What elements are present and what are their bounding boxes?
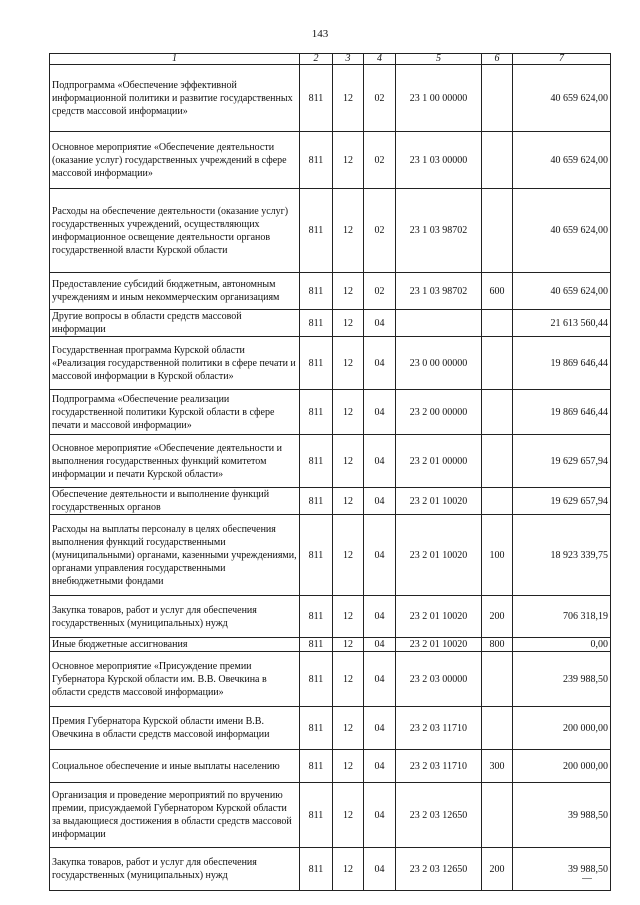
- row-subsection-code: 04: [364, 435, 396, 488]
- row-name: Предоставление субсидий бюджетным, автономным учреждениям и иным некоммерческим организациям: [50, 273, 300, 310]
- row-target-code: 23 2 01 10020: [396, 596, 482, 638]
- table-row: [50, 390, 611, 435]
- row-subsection-code: 04: [364, 783, 396, 848]
- table-row: [50, 707, 611, 750]
- row-subsection-code: 04: [364, 310, 396, 337]
- row-amount: 239 988,50: [513, 652, 611, 707]
- row-subsection-code: 04: [364, 750, 396, 783]
- row-amount: 200 000,00: [513, 707, 611, 750]
- row-name: Организация и проведение мероприятий по вручению премии, присуждаемой Губернатором Курской области за выдающиеся достижения в области средств массовой информации: [50, 783, 300, 848]
- row-amount: 200 000,00: [513, 750, 611, 783]
- col-header-3: 3: [333, 54, 364, 65]
- col-header-4: 4: [364, 54, 396, 65]
- row-amount: 706 318,19: [513, 596, 611, 638]
- row-target-code: 23 1 00 00000: [396, 65, 482, 132]
- row-amount: 21 613 560,44: [513, 310, 611, 337]
- table-row: [50, 652, 611, 707]
- row-expense-type: [482, 707, 513, 750]
- table-row: [50, 848, 611, 891]
- row-ministry-code: 811: [300, 65, 333, 132]
- row-ministry-code: 811: [300, 435, 333, 488]
- page-number: 143: [311, 28, 329, 40]
- row-ministry-code: 811: [300, 488, 333, 515]
- row-section-code: 12: [333, 132, 364, 189]
- row-ministry-code: 811: [300, 652, 333, 707]
- row-name: Закупка товаров, работ и услуг для обеспечения государственных (муниципальных) нужд: [50, 848, 300, 891]
- row-name: Иные бюджетные ассигнования: [50, 638, 300, 652]
- row-target-code: 23 1 03 98702: [396, 189, 482, 273]
- row-subsection-code: 04: [364, 390, 396, 435]
- row-subsection-code: 04: [364, 596, 396, 638]
- row-name: Основное мероприятие «Присуждение премии Губернатора Курской области им. В.В. Овечкина в области средств массовой информации»: [50, 652, 300, 707]
- row-target-code: 23 2 03 11710: [396, 750, 482, 783]
- row-subsection-code: 04: [364, 652, 396, 707]
- row-subsection-code: 04: [364, 515, 396, 596]
- row-ministry-code: 811: [300, 273, 333, 310]
- row-ministry-code: 811: [300, 596, 333, 638]
- budget-table: [49, 53, 611, 891]
- row-name: Подпрограмма «Обеспечение реализации государственной политики Курской области в сфере печати и массовой информации»: [50, 390, 300, 435]
- row-subsection-code: 02: [364, 273, 396, 310]
- header-row: [50, 54, 611, 65]
- row-section-code: 12: [333, 707, 364, 750]
- row-section-code: 12: [333, 390, 364, 435]
- row-name: Подпрограмма «Обеспечение эффективной информационной политики и развитие государственных средств массовой информации»: [50, 65, 300, 132]
- row-amount: 39 988,50: [513, 848, 611, 891]
- row-amount: 39 988,50: [513, 783, 611, 848]
- row-target-code: 23 2 03 12650: [396, 783, 482, 848]
- row-subsection-code: 02: [364, 132, 396, 189]
- col-header-7: 7: [513, 54, 611, 65]
- row-name: Расходы на выплаты персоналу в целях обеспечения выполнения функций государственными (муниципальными) органами, казенными учреждениями, органами управления государственными внебюджетными фондами: [50, 515, 300, 596]
- row-ministry-code: 811: [300, 750, 333, 783]
- row-expense-type: 600: [482, 273, 513, 310]
- row-ministry-code: 811: [300, 515, 333, 596]
- row-ministry-code: 811: [300, 848, 333, 891]
- table-row: [50, 132, 611, 189]
- row-target-code: 23 2 01 10020: [396, 515, 482, 596]
- row-expense-type: [482, 132, 513, 189]
- row-expense-type: [482, 488, 513, 515]
- row-ministry-code: 811: [300, 783, 333, 848]
- row-name: Обеспечение деятельности и выполнение функций государственных органов: [50, 488, 300, 515]
- row-name: Основное мероприятие «Обеспечение деятельности (оказание услуг) государственных учреждений в сфере массовой информации»: [50, 132, 300, 189]
- row-amount: 40 659 624,00: [513, 189, 611, 273]
- col-header-2: 2: [300, 54, 333, 65]
- row-subsection-code: 04: [364, 337, 396, 390]
- table-row: [50, 310, 611, 337]
- row-expense-type: [482, 310, 513, 337]
- row-expense-type: [482, 337, 513, 390]
- row-amount: 0,00: [513, 638, 611, 652]
- col-header-5: 5: [396, 54, 482, 65]
- table-row: [50, 783, 611, 848]
- row-section-code: 12: [333, 273, 364, 310]
- table-row: [50, 65, 611, 132]
- row-section-code: 12: [333, 848, 364, 891]
- row-section-code: 12: [333, 638, 364, 652]
- table-row: [50, 488, 611, 515]
- row-amount: 40 659 624,00: [513, 273, 611, 310]
- table-row: [50, 189, 611, 273]
- row-ministry-code: 811: [300, 337, 333, 390]
- row-subsection-code: 04: [364, 707, 396, 750]
- row-ministry-code: 811: [300, 707, 333, 750]
- row-target-code: 23 1 03 98702: [396, 273, 482, 310]
- row-expense-type: 100: [482, 515, 513, 596]
- row-name: Расходы на обеспечение деятельности (оказание услуг) государственных учреждений, осуществляющих информационное освещение деятельности органов государственной власти Курской области: [50, 189, 300, 273]
- row-section-code: 12: [333, 652, 364, 707]
- row-target-code: [396, 310, 482, 337]
- row-subsection-code: 02: [364, 189, 396, 273]
- row-ministry-code: 811: [300, 638, 333, 652]
- row-subsection-code: 02: [364, 65, 396, 132]
- table-row: [50, 638, 611, 652]
- row-section-code: 12: [333, 435, 364, 488]
- row-expense-type: [482, 390, 513, 435]
- table-row: [50, 273, 611, 310]
- row-name: Социальное обеспечение и иные выплаты населению: [50, 750, 300, 783]
- row-expense-type: 800: [482, 638, 513, 652]
- row-subsection-code: 04: [364, 488, 396, 515]
- row-name: Закупка товаров, работ и услуг для обеспечения государственных (муниципальных) нужд: [50, 596, 300, 638]
- row-section-code: 12: [333, 750, 364, 783]
- table-row: [50, 750, 611, 783]
- table-row: [50, 515, 611, 596]
- row-amount: 40 659 624,00: [513, 132, 611, 189]
- row-section-code: 12: [333, 783, 364, 848]
- row-target-code: 23 2 01 10020: [396, 638, 482, 652]
- row-section-code: 12: [333, 189, 364, 273]
- row-expense-type: 200: [482, 596, 513, 638]
- row-name: Основное мероприятие «Обеспечение деятельности и выполнения государственных функций комитетом информации и печати Курской области»: [50, 435, 300, 488]
- row-ministry-code: 811: [300, 390, 333, 435]
- row-ministry-code: 811: [300, 189, 333, 273]
- row-target-code: 23 2 00 00000: [396, 390, 482, 435]
- row-section-code: 12: [333, 310, 364, 337]
- row-section-code: 12: [333, 337, 364, 390]
- row-expense-type: [482, 435, 513, 488]
- row-target-code: 23 2 03 12650: [396, 848, 482, 891]
- row-ministry-code: 811: [300, 132, 333, 189]
- row-amount: 19 869 646,44: [513, 390, 611, 435]
- row-subsection-code: 04: [364, 848, 396, 891]
- row-target-code: 23 2 03 00000: [396, 652, 482, 707]
- row-section-code: 12: [333, 515, 364, 596]
- row-expense-type: [482, 783, 513, 848]
- row-amount: 18 923 339,75: [513, 515, 611, 596]
- table-row: [50, 596, 611, 638]
- row-name: Премия Губернатора Курской области имени В.В. Овечкина в области средств массовой информации: [50, 707, 300, 750]
- row-ministry-code: 811: [300, 310, 333, 337]
- row-expense-type: [482, 65, 513, 132]
- row-expense-type: 300: [482, 750, 513, 783]
- row-name: Другие вопросы в области средств массовой информации: [50, 310, 300, 337]
- row-amount: 40 659 624,00: [513, 65, 611, 132]
- row-section-code: 12: [333, 488, 364, 515]
- row-target-code: 23 2 01 00000: [396, 435, 482, 488]
- col-header-1: 1: [50, 54, 300, 65]
- row-amount: 19 629 657,94: [513, 488, 611, 515]
- table-row: [50, 337, 611, 390]
- row-target-code: 23 2 03 11710: [396, 707, 482, 750]
- row-expense-type: [482, 189, 513, 273]
- row-expense-type: [482, 652, 513, 707]
- row-section-code: 12: [333, 65, 364, 132]
- col-header-6: 6: [482, 54, 513, 65]
- row-name: Государственная программа Курской области «Реализация государственной политики в сфере печати и массовой информации в Курской области»: [50, 337, 300, 390]
- scan-mark: [582, 878, 592, 879]
- row-amount: 19 869 646,44: [513, 337, 611, 390]
- row-amount: 19 629 657,94: [513, 435, 611, 488]
- row-target-code: 23 0 00 00000: [396, 337, 482, 390]
- row-target-code: 23 1 03 00000: [396, 132, 482, 189]
- row-target-code: 23 2 01 10020: [396, 488, 482, 515]
- row-expense-type: 200: [482, 848, 513, 891]
- row-section-code: 12: [333, 596, 364, 638]
- table-row: [50, 435, 611, 488]
- row-subsection-code: 04: [364, 638, 396, 652]
